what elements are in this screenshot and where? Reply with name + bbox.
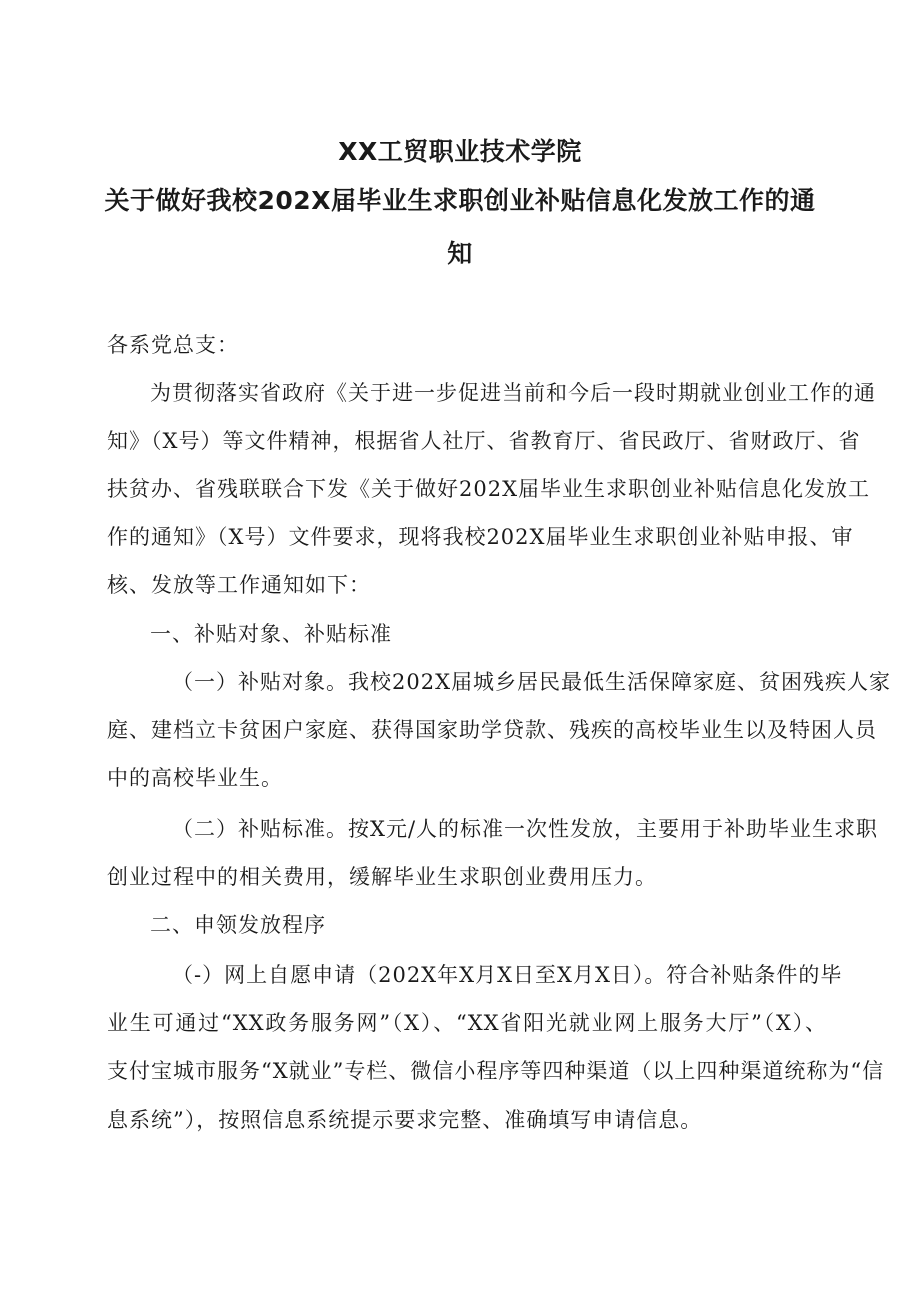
- intro-line: 作的通知》（X号）文件要求，现将我校202X届毕业生求职创业补贴申报、审: [107, 525, 854, 549]
- title-line-2: 关于做好我校202X届毕业生求职创业补贴信息化发放工作的通: [104, 186, 816, 215]
- intro-line: 为贯彻落实省政府《关于进一步促进当前和今后一段时期就业创业工作的通: [150, 381, 876, 405]
- intro-line: 知》（X号）等文件精神，根据省人社厅、省教育厅、省民政厅、省财政厅、省: [107, 429, 861, 453]
- paragraph-line: 庭、建档立卡贫困户家庭、获得国家助学贷款、残疾的高校毕业生以及特困人员: [107, 718, 877, 742]
- title-line-1: XX工贸职业技术学院: [338, 137, 582, 166]
- paragraph-line: 息系统”），按照信息系统提示要求完整、准确填写申请信息。: [107, 1108, 703, 1132]
- section-heading: 一、补贴对象、补贴标准: [150, 622, 392, 646]
- paragraph-line: 支付宝城市服务“X就业”专栏、微信小程序等四种渠道（以上四种渠道统称为“信: [107, 1059, 885, 1083]
- intro-line: 扶贫办、省残联联合下发《关于做好202X届毕业生求职创业补贴信息化发放工: [107, 477, 871, 501]
- paragraph-line: （-）网上自愿申请（202X年X月X日至X月X日）。符合补贴条件的毕: [172, 963, 843, 987]
- paragraph-line: （一）补贴对象。我校202X届城乡居民最低生活保障家庭、贫困残疾人家: [172, 670, 892, 694]
- section-heading: 二、申领发放程序: [150, 913, 326, 937]
- paragraph-line: 业生可通过“XX政务服务网”（X）、“XX省阳光就业网上服务大厅”（X）、: [107, 1011, 827, 1035]
- title-line-3: 知: [447, 239, 473, 268]
- paragraph-line: （二）补贴标准。按X元/人的标准一次性发放，主要用于补助毕业生求职: [172, 817, 879, 841]
- salutation: 各系党总支：: [107, 333, 239, 357]
- paragraph-line: 创业过程中的相关费用，缓解毕业生求职创业费用压力。: [107, 865, 657, 889]
- intro-line: 核、发放等工作通知如下：: [107, 573, 371, 597]
- paragraph-line: 中的高校毕业生。: [107, 766, 283, 790]
